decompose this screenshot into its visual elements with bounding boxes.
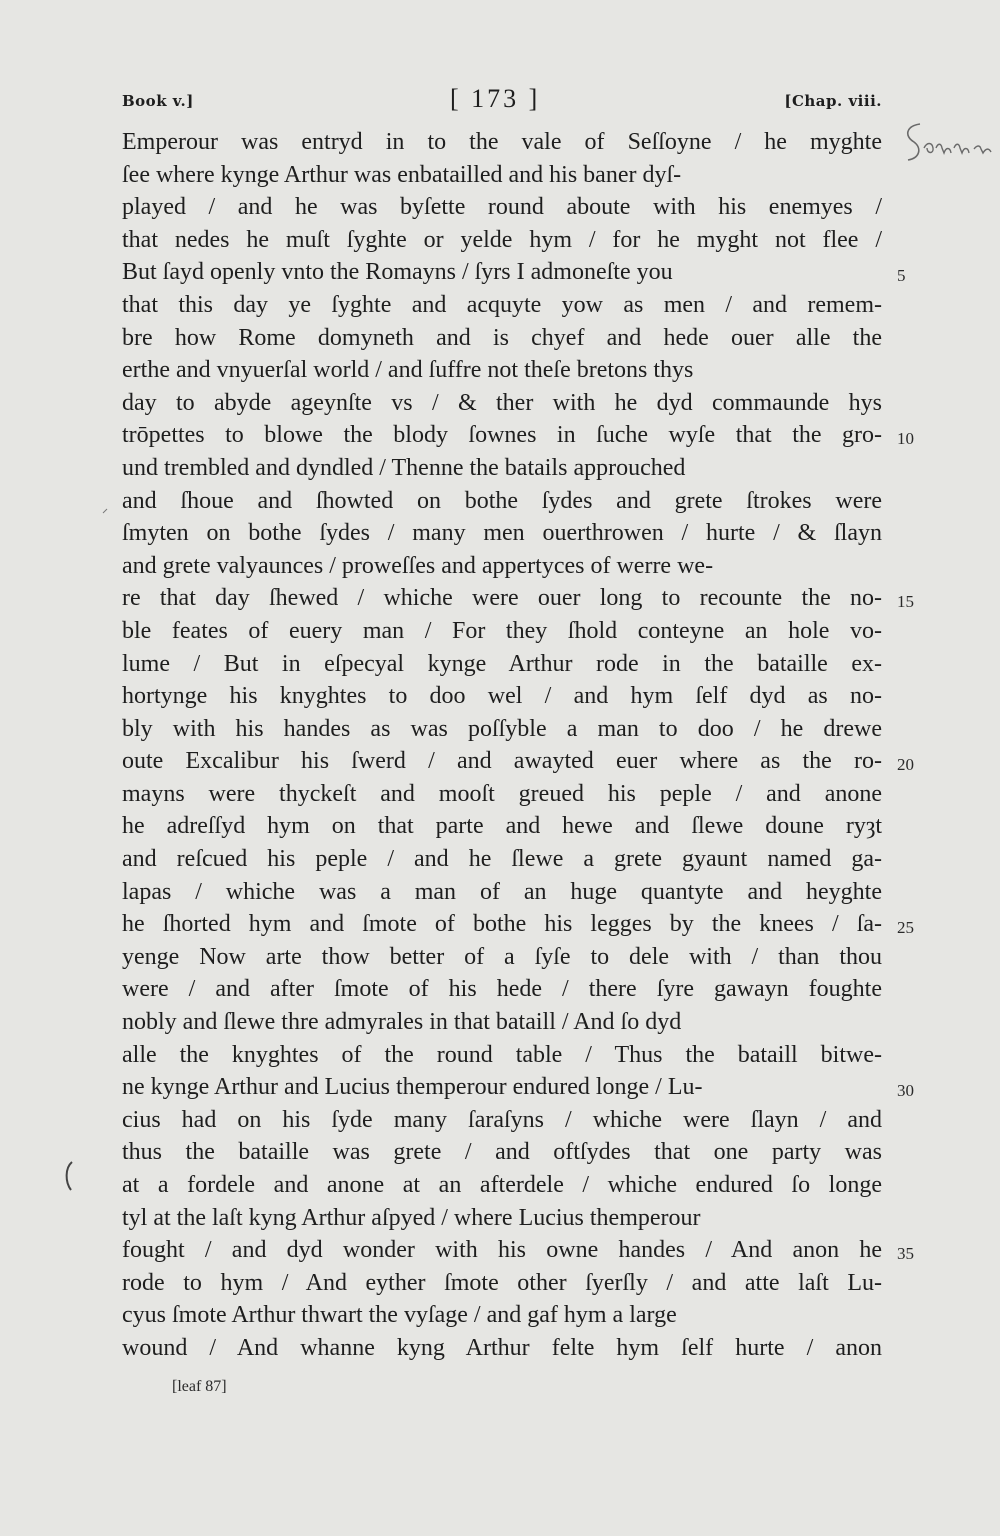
text-line-content: trōpettes to blowe the blody ſownes in ſuche wyſe that the gro-: [122, 422, 882, 449]
text-line-content: ſmyten on bothe ſydes / many men ouerthrowen / hurte / & ſlayn: [122, 520, 882, 547]
text-line: [122, 1006, 882, 1039]
text-line: [122, 582, 914, 615]
margin-dot-mark: [102, 508, 108, 514]
running-header: [122, 84, 882, 114]
text-line: [122, 126, 882, 159]
text-line-content: oute Excalibur his ſwerd / and awayted euer where as the ro-: [122, 748, 882, 775]
text-line-content: and reſcued his peple / and he ſlewe a grete gyaunt named ga-: [122, 846, 882, 873]
text-line-content: rode to hym / And eyther ſmote other ſyerſly / and atte laſt Lu-: [122, 1269, 882, 1296]
text-line: [122, 419, 914, 452]
text-line: [122, 159, 882, 192]
text-line: [122, 256, 906, 289]
text-line: [122, 191, 882, 224]
text-line-content: thus the bataille was grete / and oftſydes that one party was: [122, 1139, 882, 1166]
text-line: [122, 1104, 882, 1137]
text-line: [122, 224, 882, 257]
text-line: [122, 810, 882, 843]
text-line-content: at a fordele and anone at an afterdele / whiche endured ſo longe: [122, 1172, 882, 1198]
text-line: [122, 876, 882, 909]
line-number: 30: [897, 1081, 914, 1101]
text-line-content: bre how Rome domyneth and is chyef and hede ouer alle the: [122, 324, 882, 351]
leaf-note: [leaf 87]: [172, 1378, 227, 1395]
line-number: 20: [897, 755, 914, 775]
text-line: [122, 680, 882, 713]
text-line-content: tyl at the laſt kyng Arthur aſpyed / where Lucius themperour: [122, 1204, 701, 1231]
line-number: 10: [897, 429, 914, 449]
text-line-content: lapas / whiche was a man of an huge quantyte and heyghte: [122, 878, 882, 905]
text-line-content: Emperour was entryd in to the vale of Seſſoyne / he myghte: [122, 129, 882, 155]
body-text: [122, 126, 914, 1365]
text-line-content: mayns were thyckeſt and mooſt greued his peple / and anone: [122, 780, 882, 807]
text-line: [122, 322, 882, 355]
text-line-content: ble feates of euery man / For they ſhold conteyne an hole vo-: [122, 617, 882, 644]
text-line-content: ne kynge Arthur and Lucius themperour endured longe / Lu-: [122, 1074, 703, 1101]
text-line: [122, 648, 882, 681]
text-line-content: ſee where kynge Arthur was enbatailled and his baner dyſ-: [122, 161, 682, 188]
text-line: [122, 1234, 914, 1267]
text-line-content: that nedes he muſt ſyghte or yelde hym / for he myght not flee /: [122, 226, 882, 253]
text-line-content: that this day ye ſyghte and acquyte yow as men / and remem-: [122, 291, 882, 318]
text-line: [122, 517, 882, 550]
margin-handwriting-scribble: [902, 118, 1000, 164]
line-number: 25: [897, 918, 914, 938]
text-line: [122, 1267, 882, 1300]
page-number: [ 173 ]: [450, 84, 541, 113]
margin-bracket-mark: [62, 1160, 76, 1192]
text-line-content: wound / And whanne kyng Arthur felte hym ſelf hurte / anon: [122, 1334, 882, 1361]
text-line-content: re that day ſhewed / whiche were ouer long to recounte the no-: [122, 585, 882, 612]
text-line: [122, 1202, 882, 1235]
text-line: [122, 908, 914, 941]
text-line: [122, 387, 882, 420]
text-line: [122, 1332, 882, 1365]
text-line: [122, 973, 882, 1006]
header-chapter: [Chap. viii.: [784, 92, 882, 110]
text-line: [122, 1071, 914, 1104]
text-line-content: cyus ſmote Arthur thwart the vyſage / and gaf hym a large: [122, 1302, 677, 1329]
text-line-content: und trembled and dyndled / Thenne the batails approuched: [122, 454, 686, 481]
text-line-content: and grete valyaunces / proweſſes and appertyces of werre we-: [122, 552, 714, 579]
line-number: 15: [897, 592, 914, 612]
text-line-content: erthe and vnyuerſal world / and ſuffre not theſe bretons thys: [122, 357, 694, 384]
text-line-content: bly with his handes as was poſſyble a man to doo / he drewe: [122, 715, 882, 742]
text-line: [122, 550, 882, 583]
text-line: [122, 615, 882, 648]
line-number: 5: [897, 266, 906, 286]
text-line: [122, 941, 882, 974]
text-line-content: he adreſſyd hym on that parte and hewe and ſlewe doune ryȝt: [122, 813, 882, 840]
text-line-content: fought / and dyd wonder with his owne handes / And anon he: [122, 1237, 882, 1264]
text-line-content: yenge Now arte thow better of a ſyſe to dele with / than thou: [122, 943, 882, 970]
text-line-content: alle the knyghtes of the round table / Thus the bataill bitwe-: [122, 1041, 882, 1068]
text-line-content: and ſhoue and ſhowted on bothe ſydes and grete ſtrokes were: [122, 487, 882, 514]
text-line-content: were / and after ſmote of his hede / there ſyre gawayn foughte: [122, 976, 882, 1003]
text-line: [122, 778, 882, 811]
text-line-content: hortynge his knyghtes to doo wel / and hym ſelf dyd as no-: [122, 683, 882, 710]
text-line: [122, 354, 882, 387]
text-line: [122, 1299, 882, 1332]
header-book: Book v.]: [122, 92, 194, 110]
text-line-content: But ſayd openly vnto the Romayns / ſyrs I admoneſte you: [122, 259, 673, 286]
text-line: [122, 745, 914, 778]
text-line: [122, 452, 882, 485]
text-line-content: he ſhorted hym and ſmote of bothe his legges by the knees / ſa-: [122, 911, 882, 938]
text-line-content: nobly and ſlewe thre admyrales in that bataill / And ſo dyd: [122, 1009, 682, 1036]
text-line: [122, 713, 882, 746]
line-number: 35: [897, 1244, 914, 1264]
text-line: [122, 485, 882, 518]
text-line: [122, 1136, 882, 1169]
text-line-content: day to abyde ageynſte vs / & ther with he dyd commaunde hys: [122, 389, 882, 416]
text-line-content: played / and he was byſette round aboute with his enemyes /: [122, 194, 882, 221]
text-line-content: cius had on his ſyde many ſaraſyns / whiche were ſlayn / and: [122, 1106, 882, 1133]
text-line: [122, 289, 882, 322]
text-line: [122, 1039, 882, 1072]
text-line: [122, 1169, 882, 1202]
text-line-content: lume / But in eſpecyal kynge Arthur rode in the bataille ex-: [122, 650, 882, 677]
text-line: [122, 843, 882, 876]
